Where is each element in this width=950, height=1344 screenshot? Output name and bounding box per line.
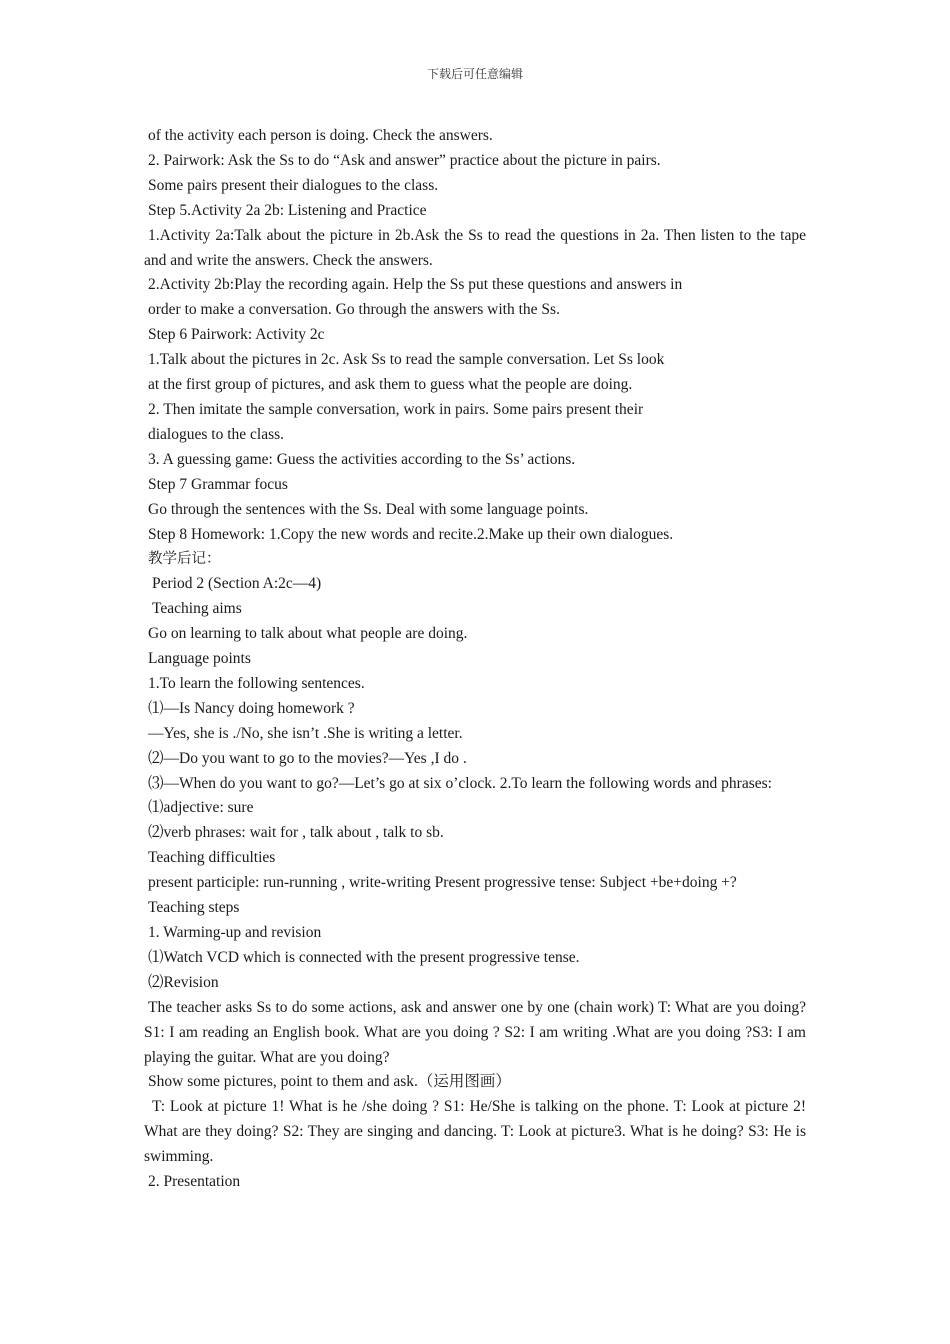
step-heading: Step 7 Grammar focus: [148, 475, 288, 493]
text-line: 1.To learn the following sentences.: [148, 674, 365, 692]
text-line: —Yes, she is ./No, she isn’t .She is writing a letter.: [148, 724, 463, 742]
text-line: at the first group of pictures, and ask them to guess what the people are doing.: [148, 376, 633, 394]
text-line: ⑴Watch VCD which is connected with the present progressive tense.: [148, 948, 580, 966]
text-line: ⑵—Do you want to go to the movies?—Yes ,I do .: [148, 749, 467, 767]
text-line: ⑵verb phrases: wait for , talk about , talk to sb.: [148, 824, 444, 842]
text-line: 1. Warming-up and revision: [148, 924, 322, 941]
text-line: Some pairs present their dialogues to the class.: [148, 176, 439, 194]
text-line: of the activity each person is doing. Check the answers.: [148, 127, 493, 144]
teaching-notes-label: 教学后记：: [148, 551, 221, 568]
text-paragraph: T: Look at picture 1! What is he /she doing ? S1: He/She is talking on the phone. T: Look at picture 2! What are they doing? S2: They are singing and dancing. T: Look at picture3. What is he doing? S3: He is swimming.: [144, 1098, 806, 1166]
text-line: present participle: run-running , write-writing Present progressive tense: Subject +be+doing +?: [148, 874, 737, 892]
text-line: Go through the sentences with the Ss. Deal with some language points.: [148, 500, 589, 518]
section-heading: Teaching steps: [148, 899, 240, 917]
text-line: 1.Talk about the pictures in 2c. Ask Ss to read the sample conversation. Let Ss look: [148, 351, 665, 369]
text-line: 2. Pairwork: Ask the Ss to do “Ask and answer” practice about the picture in pairs.: [148, 151, 661, 169]
period-heading: Period 2 (Section A:2c—4): [152, 575, 322, 593]
page-header: 下载后可任意编辑: [426, 67, 523, 81]
text-paragraph: ⑶—When do you want to go?—Let’s go at six o’clock. 2.To learn the following words and phrases:: [148, 774, 772, 792]
text-line: ⑴adjective: sure: [148, 799, 254, 817]
text-paragraph: 1.Activity 2a:Talk about the picture in 2b.Ask the Ss to read the questions in 2a. Then listen to the tape and and write the answers. Check the answers.: [144, 226, 806, 269]
section-heading: Teaching difficulties: [148, 849, 276, 867]
text-line: 2. Presentation: [148, 1173, 241, 1191]
section-heading: Teaching aims: [152, 600, 242, 618]
step-heading: Step 5.Activity 2a 2b: Listening and Practice: [148, 201, 427, 219]
text-line: order to make a conversation. Go through the answers with the Ss.: [148, 301, 560, 319]
text-line: Go on learning to talk about what people are doing.: [148, 625, 468, 643]
section-heading: Language points: [148, 650, 251, 668]
text-paragraph: The teacher asks Ss to do some actions, ask and answer one by one (chain work) T: What are you doing?S1: I am reading an English book. What are you doing ? S2: I am writing .What are you doing ?S3: I am playing the guitar. What are you doing?: [144, 998, 806, 1066]
text-line: 2. Then imitate the sample conversation, work in pairs. Some pairs present their: [148, 400, 644, 418]
document-body: [144, 124, 806, 1195]
text-line: 3. A guessing game: Guess the activities according to the Ss’ actions.: [148, 450, 576, 468]
text-line: ⑵Revision: [148, 973, 219, 991]
text-line: Show some pictures, point to them and ask.（运用图画）: [148, 1073, 511, 1091]
text-line: ⑴—Is Nancy doing homework ?: [148, 699, 355, 717]
step-heading: Step 6 Pairwork: Activity 2c: [148, 326, 325, 344]
text-line: dialogues to the class.: [148, 425, 285, 443]
step-heading: Step 8 Homework: 1.Copy the new words and recite.2.Make up their own dialogues.: [148, 525, 674, 543]
text-line: 2.Activity 2b:Play the recording again. Help the Ss put these questions and answers in: [148, 276, 683, 294]
